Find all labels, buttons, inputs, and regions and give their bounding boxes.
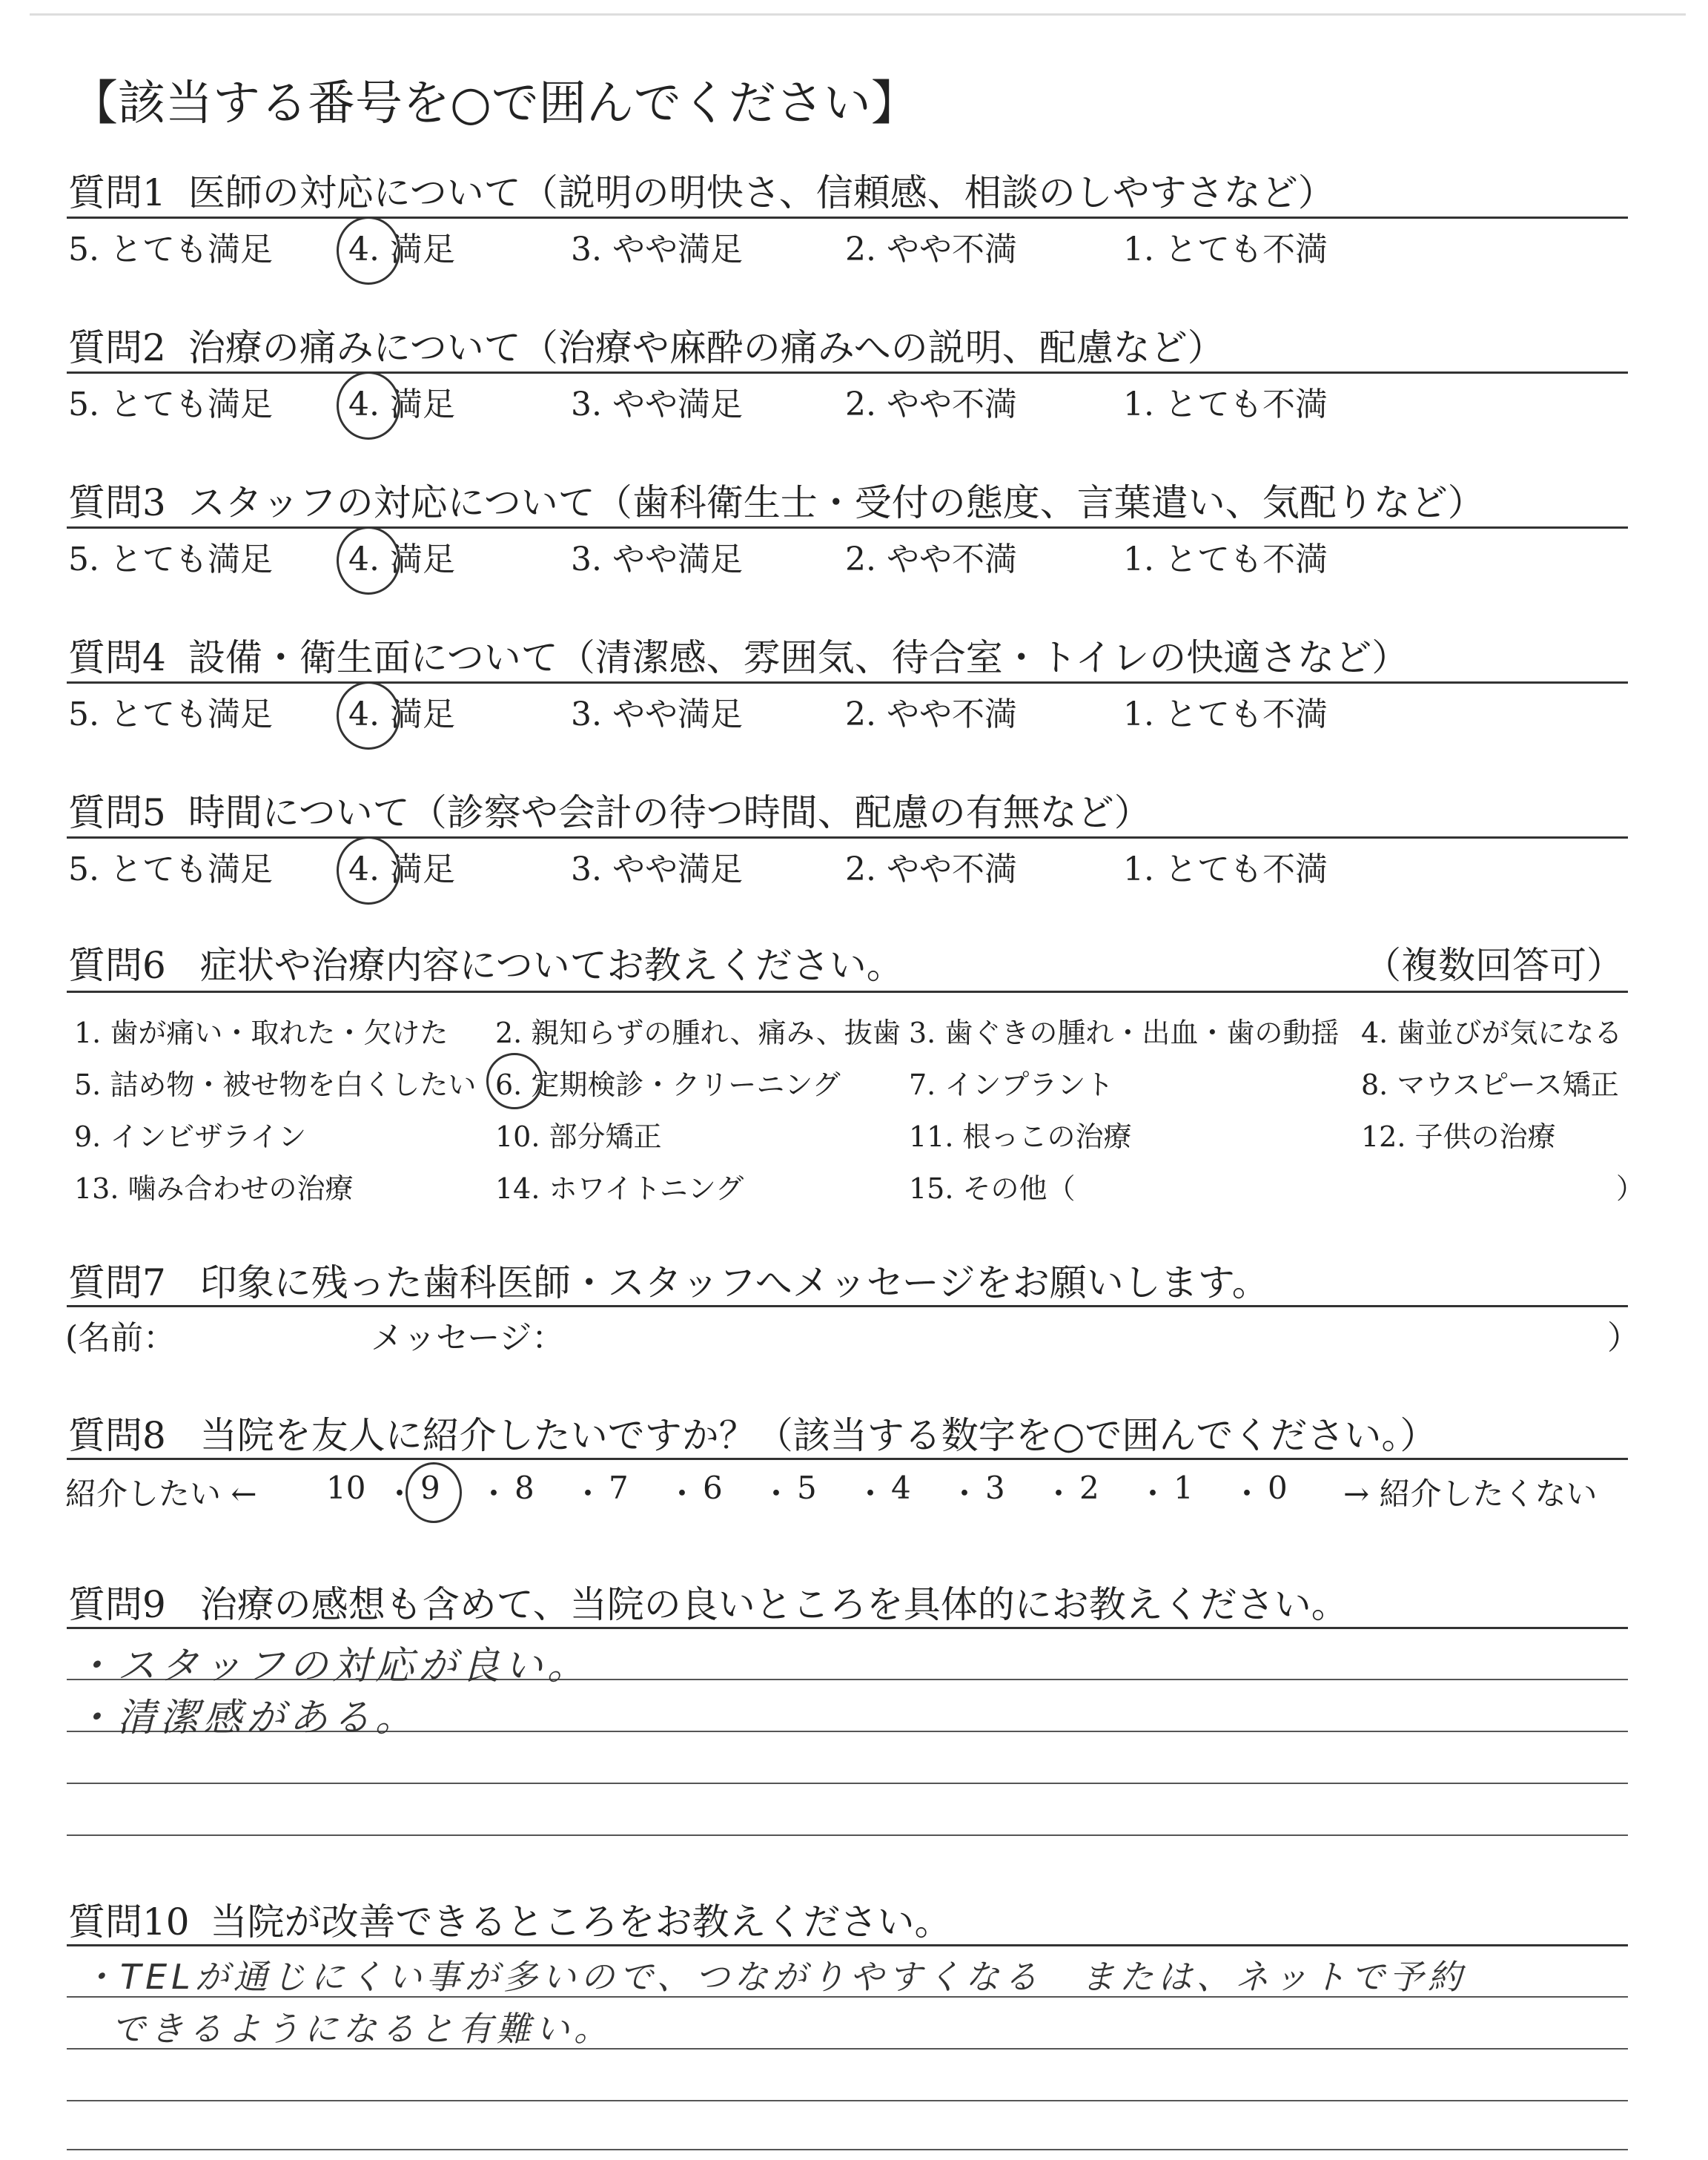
q8-separator: ・ (1043, 1476, 1075, 1512)
q8-scale-0[interactable]: 0 (1268, 1470, 1288, 1506)
q8-scale-9[interactable]: 9 (420, 1470, 440, 1506)
q8-separator: ・ (855, 1476, 887, 1512)
q6-option-7[interactable]: 7. インプラント (909, 1069, 1114, 1101)
q4-option-1[interactable]: 1. とても不満 (1123, 696, 1328, 733)
q5-option-2[interactable]: 2. やや不満 (845, 851, 1017, 888)
q10-answer-2: できるようになると有難い。 (111, 2009, 612, 2049)
q6-option-14[interactable]: 14. ホワイトニング (495, 1172, 744, 1205)
q2-rule (67, 371, 1628, 374)
q6-selection-circle (486, 1053, 543, 1109)
q6-option-5[interactable]: 5. 詰め物・被せ物を白くしたい (74, 1069, 477, 1101)
q8-selection-circle (406, 1462, 462, 1523)
q8-scale-4[interactable]: 4 (891, 1470, 911, 1506)
q1-text: 医師の対応について（説明の明快さ、信頼感、相談のしやすさなど） (188, 171, 1335, 214)
q9-text: 治療の感想も含めて、当院の良いところを具体的にお教えください。 (199, 1583, 1348, 1626)
q2-option-3[interactable]: 3. やや満足 (571, 386, 743, 423)
q6-option-9[interactable]: 9. インビザライン (74, 1120, 307, 1153)
q7-message-label: メッセージ： (371, 1319, 565, 1357)
q7-heading (68, 1253, 1269, 1307)
q8-scale-2[interactable]: 2 (1079, 1470, 1099, 1506)
q8-separator: ・ (572, 1476, 604, 1512)
q7-text: 印象に残った歯科医師・スタッフへメッセージをお願いします。 (199, 1261, 1269, 1304)
q2-label: 質問2 (68, 326, 166, 369)
q6-option-13[interactable]: 13. 噛み合わせの治療 (74, 1172, 354, 1205)
q10-line-4 (67, 2149, 1628, 2150)
q4-label: 質問4 (68, 636, 166, 679)
q3-heading (68, 473, 1485, 526)
q2-option-2[interactable]: 2. やや不満 (845, 386, 1017, 423)
q2-option-1[interactable]: 1. とても不満 (1123, 386, 1328, 423)
q10-answer-1: ・TELが通じにくい事が多いので、つながりやすくなる または、ネットで予約 (82, 1957, 1466, 1997)
q1-label: 質問1 (68, 171, 166, 214)
q1-option-1[interactable]: 1. とても不満 (1123, 231, 1328, 268)
q5-option-4[interactable]: 4. 満足 (348, 851, 455, 888)
q2-selection-circle (337, 371, 400, 440)
q4-rule (67, 681, 1628, 684)
q5-label: 質問5 (68, 791, 166, 834)
q6-label: 質問6 (68, 944, 166, 987)
q1-option-5[interactable]: 5. とても満足 (68, 231, 273, 268)
q1-option-4[interactable]: 4. 満足 (348, 231, 455, 268)
q6-rule (67, 991, 1628, 993)
q8-separator: ・ (384, 1476, 416, 1512)
q6-option-4[interactable]: 4. 歯並びが気になる (1361, 1017, 1623, 1049)
q8-right-label: → 紹介したくない (1343, 1476, 1598, 1512)
q6-text: 症状や治療内容についてお教えください。 (199, 944, 904, 987)
q6-option-11[interactable]: 11. 根っこの治療 (909, 1120, 1132, 1153)
q6-option-10[interactable]: 10. 部分矯正 (495, 1120, 662, 1153)
q8-text: 当院を友人に紹介したいですか？（該当する数字を○で囲んでください。） (199, 1414, 1437, 1457)
q8-separator: ・ (761, 1476, 792, 1512)
q4-option-2[interactable]: 2. やや不満 (845, 696, 1017, 733)
q6-option-6[interactable]: 6. 定期検診・クリーニング (495, 1069, 841, 1101)
q8-scale-10[interactable]: 10 (326, 1470, 366, 1506)
q8-separator: ・ (949, 1476, 981, 1512)
page-border (30, 13, 1686, 16)
q7-label: 質問7 (68, 1261, 166, 1304)
q1-rule (67, 217, 1628, 219)
q2-heading (68, 318, 1225, 371)
q10-rule (67, 1944, 1628, 1946)
q9-line-4 (67, 1834, 1628, 1836)
q10-line-3 (67, 2100, 1628, 2101)
q3-option-5[interactable]: 5. とても満足 (68, 541, 273, 578)
q5-selection-circle (337, 836, 400, 905)
q8-scale-7[interactable]: 7 (609, 1470, 629, 1506)
q4-selection-circle (337, 681, 400, 750)
q3-text: スタッフの対応について（歯科衛生士・受付の態度、言葉遣い、気配りなど） (188, 481, 1485, 524)
q9-label: 質問9 (68, 1583, 166, 1626)
q6-option-15[interactable]: 15. その他（ (909, 1172, 1076, 1205)
q6-option-1[interactable]: 1. 歯が痛い・取れた・欠けた (74, 1017, 448, 1049)
q2-option-5[interactable]: 5. とても満足 (68, 386, 273, 423)
q5-rule (67, 836, 1628, 839)
q8-separator: ・ (1137, 1476, 1169, 1512)
q1-selection-circle (337, 217, 400, 285)
q6-option-12[interactable]: 12. 子供の治療 (1361, 1120, 1556, 1153)
q9-line-3 (67, 1783, 1628, 1784)
q8-scale-5[interactable]: 5 (797, 1470, 817, 1506)
q8-left-label: 紹介したい ← (65, 1476, 257, 1512)
q5-option-1[interactable]: 1. とても不満 (1123, 851, 1328, 888)
q10-heading (68, 1892, 952, 1946)
q6-option-2[interactable]: 2. 親知らずの腫れ、痛み、抜歯 (495, 1017, 901, 1049)
q6-heading (68, 936, 904, 989)
q4-text: 設備・衛生面について（清潔感、雰囲気、待合室・トイレの快適さなど） (188, 636, 1409, 679)
q4-option-4[interactable]: 4. 満足 (348, 696, 455, 733)
q5-heading (68, 783, 1151, 836)
q8-scale-8[interactable]: 8 (514, 1470, 534, 1506)
q6-option-16[interactable]: ） (1616, 1172, 1645, 1205)
q7-rule (67, 1305, 1628, 1307)
q1-option-3[interactable]: 3. やや満足 (571, 231, 743, 268)
q8-heading (68, 1406, 1437, 1459)
q1-heading (68, 163, 1335, 217)
q9-heading (68, 1575, 1348, 1628)
q2-text: 治療の痛みについて（治療や麻酔の痛みへの説明、配慮など） (188, 326, 1225, 369)
q3-option-4[interactable]: 4. 満足 (348, 541, 455, 578)
q1-option-2[interactable]: 2. やや不満 (845, 231, 1017, 268)
q8-label: 質問8 (68, 1414, 166, 1457)
q8-separator: ・ (666, 1476, 698, 1512)
q10-text: 当院が改善できるところをお教えください。 (210, 1900, 952, 1943)
q9-answer-1: ・スタッフの対応が良い。 (74, 1644, 591, 1688)
q2-option-4[interactable]: 4. 満足 (348, 386, 455, 423)
q9-rule (67, 1627, 1628, 1629)
q4-option-5[interactable]: 5. とても満足 (68, 696, 273, 733)
q8-scale-6[interactable]: 6 (703, 1470, 723, 1506)
q8-scale-3[interactable]: 3 (985, 1470, 1005, 1506)
q4-heading (68, 628, 1409, 681)
q4-option-3[interactable]: 3. やや満足 (571, 696, 743, 733)
q10-label: 質問10 (68, 1900, 190, 1943)
q8-separator: ・ (478, 1476, 510, 1512)
q9-answer-2: ・清潔感がある。 (74, 1696, 419, 1740)
q5-option-5[interactable]: 5. とても満足 (68, 851, 273, 888)
q7-close-paren: ） (1607, 1319, 1640, 1357)
q8-separator: ・ (1231, 1476, 1263, 1512)
q3-option-1[interactable]: 1. とても不満 (1123, 541, 1328, 578)
q6-option-3[interactable]: 3. 歯ぐきの腫れ・出血・歯の動揺 (909, 1017, 1340, 1049)
q5-text: 時間について（診察や会計の待つ時間、配慮の有無など） (188, 791, 1151, 834)
q7-name-label: (名前： (65, 1319, 176, 1357)
q3-option-3[interactable]: 3. やや満足 (571, 541, 743, 578)
q3-selection-circle (337, 526, 400, 595)
q3-rule (67, 526, 1628, 529)
form-title: 【該当する番号を○で囲んでください】 (70, 76, 918, 131)
q8-scale-1[interactable]: 1 (1174, 1470, 1194, 1506)
q6-note: （複数回答可） (1364, 944, 1623, 987)
q8-rule (67, 1458, 1628, 1460)
q6-option-8[interactable]: 8. マウスピース矯正 (1361, 1069, 1619, 1101)
q3-label: 質問3 (68, 481, 166, 524)
q3-option-2[interactable]: 2. やや不満 (845, 541, 1017, 578)
q5-option-3[interactable]: 3. やや満足 (571, 851, 743, 888)
